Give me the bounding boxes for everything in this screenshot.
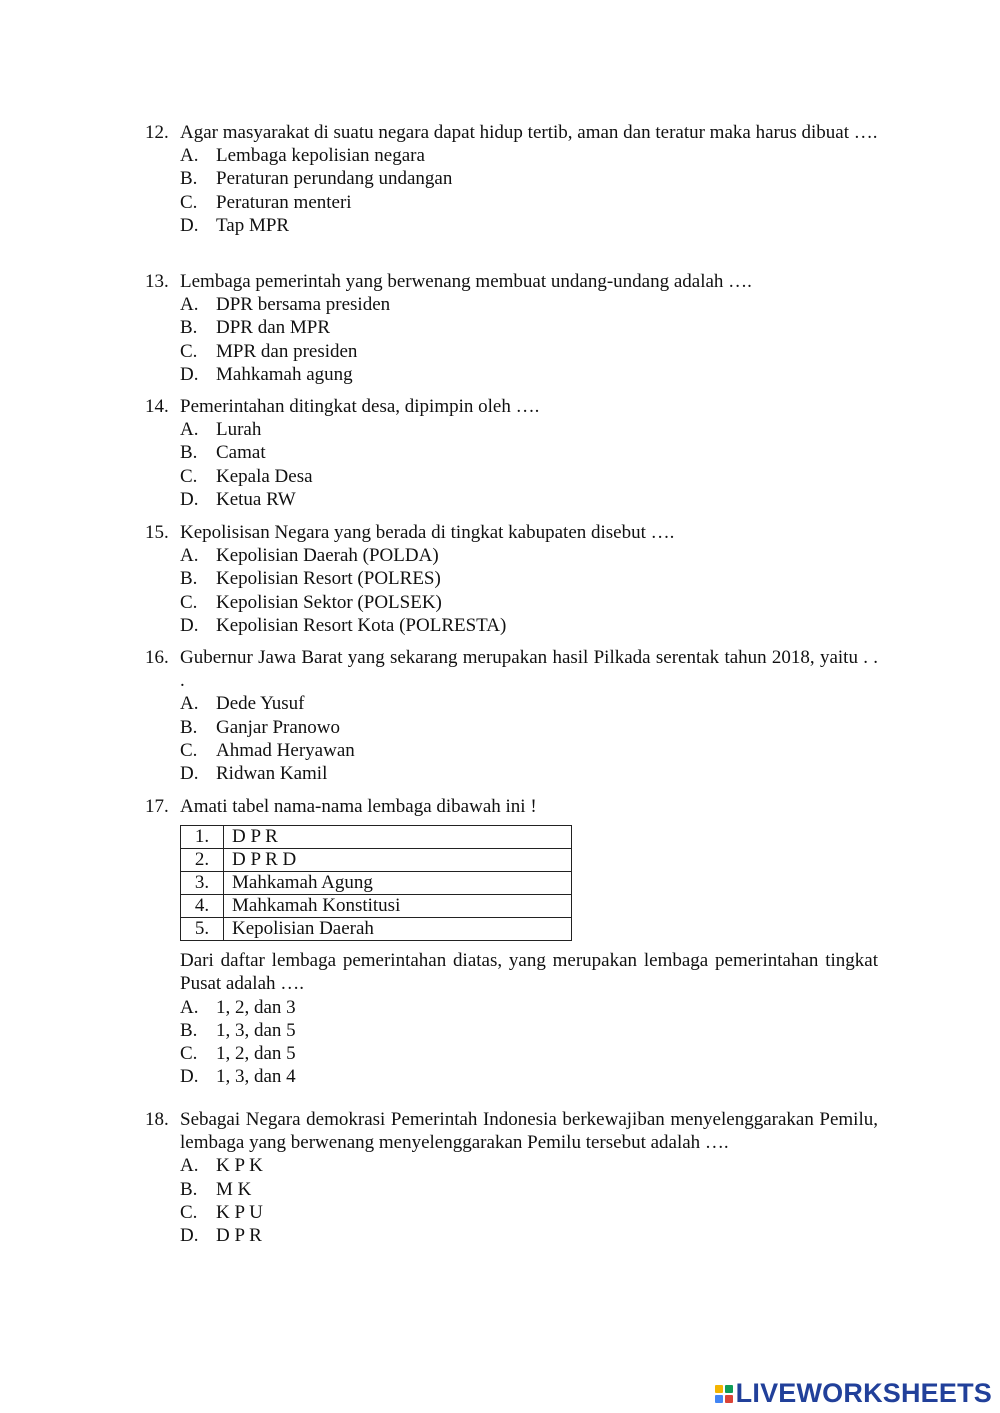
options-list	[180, 418, 878, 511]
option-letter: C.	[180, 739, 198, 761]
table-cell-number: 5.	[181, 918, 224, 941]
option-d	[180, 214, 878, 237]
table-cell-name: Mahkamah Agung	[224, 872, 572, 895]
logo-block	[715, 1395, 723, 1403]
option-a	[180, 293, 878, 316]
options-list	[180, 544, 878, 637]
option-c	[180, 1042, 878, 1065]
option-text: M K	[216, 1178, 252, 1200]
option-b	[180, 441, 878, 464]
option-text: Kepolisian Sektor (POLSEK)	[216, 591, 442, 613]
logo-blocks-icon	[715, 1385, 733, 1403]
logo-block	[725, 1395, 733, 1403]
option-text: DPR bersama presiden	[216, 294, 391, 316]
option-text: MPR dan presiden	[216, 340, 358, 362]
option-text: Ketua RW	[216, 488, 296, 510]
question-17	[145, 795, 878, 1088]
table-cell-name: D P R D	[224, 849, 572, 872]
options-list	[180, 692, 878, 785]
logo-block	[715, 1385, 723, 1393]
option-text: Ganjar Pranowo	[216, 716, 340, 738]
option-text: Kepala Desa	[216, 465, 313, 487]
question-number: 14.	[145, 396, 169, 417]
question-text: Gubernur Jawa Barat yang sekarang merupakan hasil Pilkada serentak tahun 2018, yaitu . . .	[180, 647, 878, 692]
table-row	[181, 895, 572, 918]
question-number: 12.	[145, 122, 169, 143]
option-c	[180, 1201, 878, 1224]
question-16	[145, 646, 878, 785]
option-letter: B.	[180, 568, 198, 590]
option-letter: A.	[180, 545, 199, 567]
option-letter: C.	[180, 340, 198, 362]
option-text: Lurah	[216, 419, 262, 441]
option-b	[180, 716, 878, 739]
option-c	[180, 739, 878, 762]
question-text: Kepolisisan Negara yang berada di tingkat kabupaten disebut ….	[180, 522, 675, 543]
logo-block	[725, 1385, 733, 1393]
question-text: Sebagai Negara demokrasi Pemerintah Indonesia berkewajiban menyelenggarakan Pemilu, lembaga yang berwenang menyelenggarakan Pemilu tersebut adalah ….	[180, 1109, 878, 1154]
option-d	[180, 488, 878, 511]
option-d	[180, 363, 878, 386]
question-number: 16.	[145, 647, 169, 668]
question-text: Pemerintahan ditingkat desa, dipimpin oleh ….	[180, 396, 540, 417]
table-row	[181, 918, 572, 941]
option-a	[180, 144, 878, 167]
brand-name: LIVEWORKSHEETS	[735, 1378, 992, 1409]
option-b	[180, 167, 878, 190]
option-b	[180, 316, 878, 339]
option-text: Peraturan perundang undangan	[216, 168, 453, 190]
option-letter: A.	[180, 294, 199, 316]
option-letter: B.	[180, 1178, 198, 1200]
option-text: Kepolisian Resort Kota (POLRESTA)	[216, 614, 507, 636]
table-cell-number: 2.	[181, 849, 224, 872]
options-list	[180, 293, 878, 386]
option-c	[180, 191, 878, 214]
table-row	[181, 826, 572, 849]
question-18	[145, 1108, 878, 1247]
option-text: Ahmad Heryawan	[216, 739, 355, 761]
question-number: 18.	[145, 1109, 169, 1130]
option-text: K P U	[216, 1201, 263, 1223]
option-text: 1, 3, dan 5	[216, 1019, 296, 1041]
option-letter: A.	[180, 145, 199, 167]
question-number: 13.	[145, 271, 169, 292]
table-row	[181, 872, 572, 895]
question-number: 17.	[145, 796, 169, 817]
option-text: D P R	[216, 1224, 262, 1246]
option-c	[180, 591, 878, 614]
option-letter: B.	[180, 317, 198, 339]
option-d	[180, 762, 878, 785]
option-a	[180, 1154, 878, 1177]
question-13	[145, 270, 878, 386]
option-text: Mahkamah agung	[216, 363, 353, 385]
option-text: Camat	[216, 442, 266, 464]
option-letter: A.	[180, 419, 199, 441]
option-c	[180, 340, 878, 363]
table-cell-name: D P R	[224, 826, 572, 849]
table-cell-name: Mahkamah Konstitusi	[224, 895, 572, 918]
table-cell-name: Kepolisian Daerah	[224, 918, 572, 941]
option-text: Kepolisian Resort (POLRES)	[216, 568, 441, 590]
option-text: K P K	[216, 1155, 263, 1177]
option-a	[180, 996, 878, 1019]
option-text: Ridwan Kamil	[216, 762, 328, 784]
table-cell-number: 3.	[181, 872, 224, 895]
option-letter: C.	[180, 1201, 198, 1223]
option-letter: C.	[180, 465, 198, 487]
option-text: Kepolisian Daerah (POLDA)	[216, 545, 439, 567]
question-text: Amati tabel nama-nama lembaga dibawah ini !	[180, 796, 537, 817]
option-text: DPR dan MPR	[216, 317, 331, 339]
option-text: Tap MPR	[216, 214, 290, 236]
option-b	[180, 1178, 878, 1201]
options-list	[180, 1154, 878, 1247]
option-letter: B.	[180, 1019, 198, 1041]
question-12	[145, 121, 878, 237]
question-15	[145, 521, 878, 637]
option-d	[180, 614, 878, 637]
option-a	[180, 692, 878, 715]
option-d	[180, 1065, 878, 1088]
question-text: Agar masyarakat di suatu negara dapat hidup tertib, aman dan teratur maka harus dibuat ….	[180, 122, 878, 143]
option-b	[180, 1019, 878, 1042]
option-letter: D.	[180, 614, 199, 636]
option-letter: D.	[180, 762, 199, 784]
option-letter: A.	[180, 996, 199, 1018]
option-text: 1, 2, dan 5	[216, 1042, 296, 1064]
option-letter: A.	[180, 1155, 199, 1177]
option-letter: B.	[180, 168, 198, 190]
liveworksheets-logo	[715, 1378, 992, 1409]
option-b	[180, 567, 878, 590]
option-letter: D.	[180, 1224, 199, 1246]
option-a	[180, 544, 878, 567]
table-cell-number: 4.	[181, 895, 224, 918]
option-letter: A.	[180, 693, 199, 715]
option-letter: D.	[180, 214, 199, 236]
table-cell-number: 1.	[181, 826, 224, 849]
option-letter: C.	[180, 191, 198, 213]
question-14	[145, 395, 878, 511]
option-d	[180, 1224, 878, 1247]
options-list	[180, 144, 878, 237]
option-text: Peraturan menteri	[216, 191, 352, 213]
option-letter: C.	[180, 1042, 198, 1064]
option-letter: D.	[180, 1066, 199, 1088]
option-text: 1, 3, dan 4	[216, 1066, 296, 1088]
option-text: Dede Yusuf	[216, 693, 305, 715]
question-number: 15.	[145, 522, 169, 543]
option-a	[180, 418, 878, 441]
question-followup-text: Dari daftar lembaga pemerintahan diatas, yang merupakan lembaga pemerintahan tingkat Pusat adalah ….	[180, 950, 878, 995]
institutions-table	[180, 825, 572, 941]
option-letter: B.	[180, 442, 198, 464]
option-text: 1, 2, dan 3	[216, 996, 296, 1018]
option-letter: D.	[180, 488, 199, 510]
options-list	[180, 996, 878, 1089]
question-text: Lembaga pemerintah yang berwenang membuat undang-undang adalah ….	[180, 271, 752, 292]
option-text: Lembaga kepolisian negara	[216, 145, 425, 167]
option-letter: D.	[180, 363, 199, 385]
table-row	[181, 849, 572, 872]
option-letter: C.	[180, 591, 198, 613]
option-c	[180, 465, 878, 488]
option-letter: B.	[180, 716, 198, 738]
